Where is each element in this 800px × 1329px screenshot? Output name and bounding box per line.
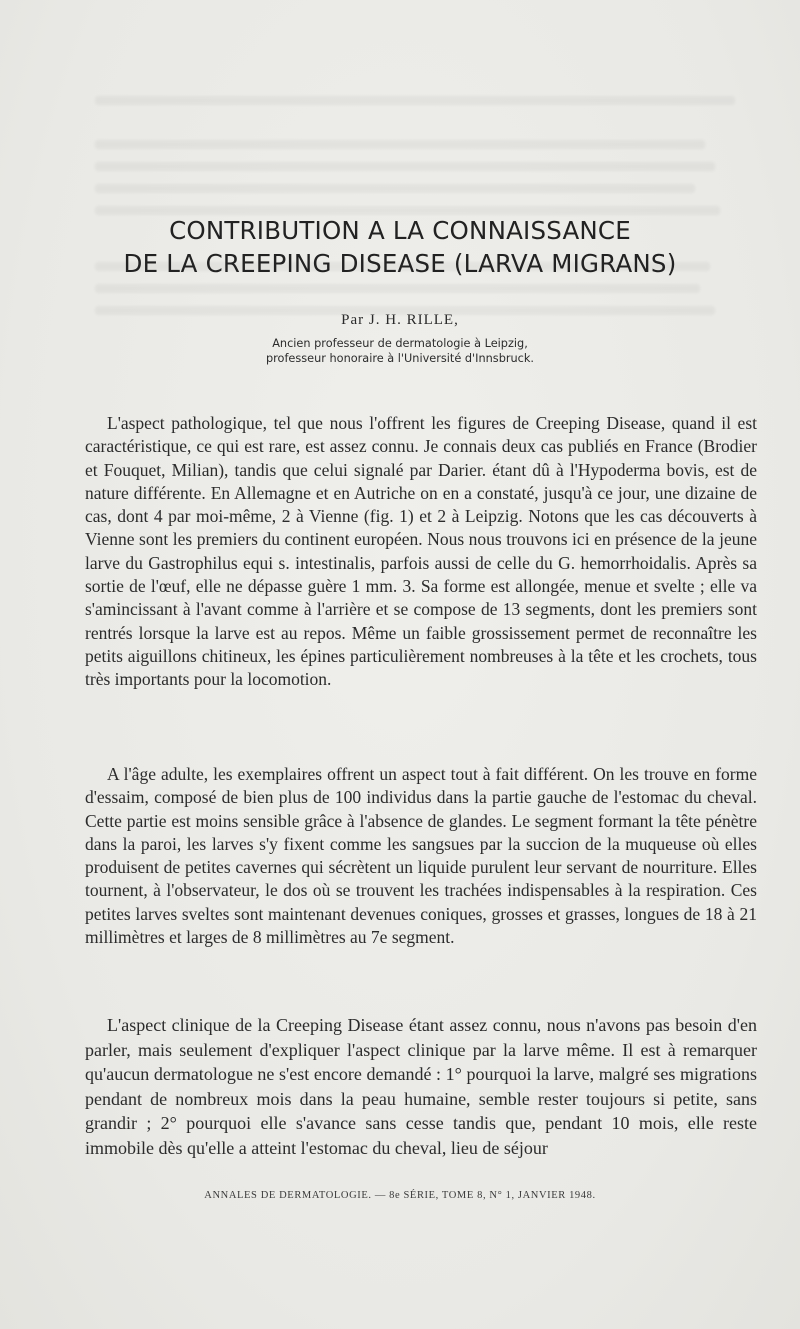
body-text-block-3 (85, 1013, 757, 1161)
author-byline: Par J. H. RILLE, (341, 312, 459, 328)
author-affiliation (0, 336, 800, 366)
paragraph-2: A l'âge adulte, les exemplaires offrent un aspect tout à fait différent. On les trouve en forme d'essaim, composé de bien plus de 100 individus dans la partie gauche de l'estomac du cheval. Cette partie est moins sensible grâce à l'absence de glandes. Le segment formant la tête pénètre dans la paroi, les larves s'y fixent comme les sangsues par la succion de la muqueuse où elles produisent de petites cavernes qui sécrètent un liquide purulent leur servant de nourriture. Elles tournent, à l'observateur, le dos où se trouvent les trachées indispensables à la respiration. Ces petites larves sveltes sont maintenant devenues coniques, grosses et grasses, longues de 18 à 21 millimètres et larges de 8 millimètres au 7e segment. (85, 764, 757, 948)
paragraph-3: L'aspect clinique de la Creeping Disease étant assez connu, nous n'avons pas besoin d'en parler, mais seulement d'expliquer l'aspect clinique par la larve même. Il est à remarquer qu'aucun dermatologue ne s'est encore demandé : 1° pourquoi la larve, malgré ses migrations pendant de nombreux mois dans la peau humaine, semble rester toujours si petite, sans grandir ; 2° pourquoi elle s'avance sans cesse tandis que, pendant 10 mois, elle reste immobile dès qu'elle a atteint l'estomac du cheval, lieu de séjour (85, 1015, 757, 1158)
journal-footer: ANNALES DE DERMATOLOGIE. — 8e SÉRIE, TOME 8, N° 1, JANVIER 1948. (204, 1190, 596, 1201)
body-text-block-1 (85, 412, 757, 692)
title-line-1: CONTRIBUTION A LA CONNAISSANCE (169, 216, 631, 245)
body-text-block-2 (85, 763, 757, 949)
paragraph-1: L'aspect pathologique, tel que nous l'offrent les figures de Creeping Disease, quand il est caractéristique, ce qui est rare, est assez connu. Je connais deux cas publiés en France (Brodier et Fouquet, Milian), tandis que celui signalé par Darier. étant dû à l'Hypoderma bovis, est de nature différente. En Allemagne et en Autriche on en a constaté, jusqu'à ce jour, une dizaine de cas, dont 4 par moi-même, 2 à Vienne (fig. 1) et 2 à Leipzig. Notons que les cas découverts à Vienne sont les premiers du continent européen. Nous nous trouvons ici en présence de la jeune larve du Gastrophilus equi s. intestinalis, parfois aussi de celle du G. hemorrhoidalis. Après sa sortie de l'œuf, elle ne dépasse guère 1 mm. 3. Sa forme est allongée, menue et svelte ; elle va s'amincissant à l'avant comme à l'arrière et se compose de 13 segments, dont les premiers sont rentrés lorsque la larve est au repos. Même un faible grossissement permet de reconnaître les petits aiguillons chitineux, les épines particulièrement nombreuses à la tête et les crochets, tous très importants pour la locomotion. (85, 413, 757, 690)
article-title (0, 214, 800, 280)
affiliation-line-1: Ancien professeur de dermatologie à Leipzig, (272, 337, 528, 350)
title-line-2: DE LA CREEPING DISEASE (LARVA MIGRANS) (123, 249, 677, 278)
affiliation-line-2: professeur honoraire à l'Université d'Innsbruck. (265, 352, 535, 365)
